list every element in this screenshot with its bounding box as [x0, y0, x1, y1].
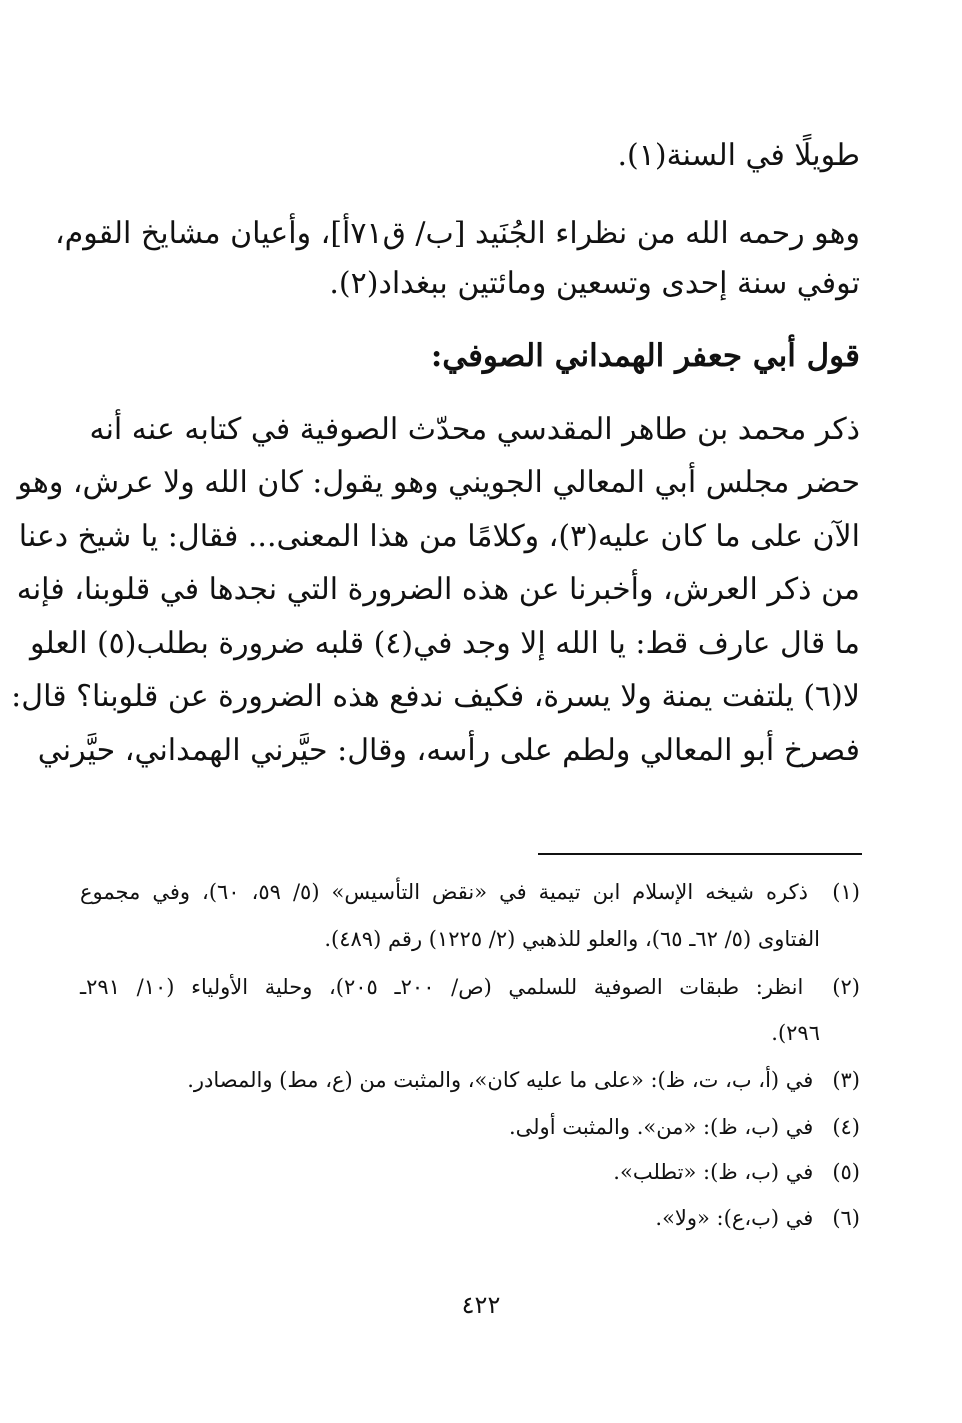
body-line-6: حضر مجلس أبي المعالي الجويني وهو يقول: كان الله ولا عرش، وهو: [17, 465, 860, 500]
body-line-8: من ذكر العرش، وأخبرنا عن هذه الضرورة التي نجدها في قلوبنا، فإنه: [16, 572, 860, 607]
footnote-1: [80, 875, 860, 909]
body-line-11: فصرخ أبو المعالي ولطم على رأسه، وقال: حيَّرني الهمداني، حيَّرني: [37, 733, 860, 768]
footnote-number: (٥): [832, 1160, 860, 1184]
footnote-1-continuation: الفتاوى (٥/ ٦٢ـ ٦٥)، والعلو للذهبي (٢/ ١٢٢٥) رقم (٤٨٩).: [324, 927, 820, 951]
body-line-3: توفي سنة إحدى وتسعين ومائتين ببغداد(٢).: [329, 266, 860, 301]
footnote-text: في (ب، ظ): «من». والمثبت أولى.: [508, 1115, 814, 1139]
footnote-text: في (ب، ظ): «تطلب».: [613, 1160, 814, 1184]
footnote-6: [80, 1201, 860, 1235]
body-line-10: لا(٦) يلتفت يمنة ولا يسرة، فكيف ندفع هذه الضرورة عن قلوبنا؟ قال:: [11, 679, 860, 714]
footnote-2-continuation: ٢٩٦).: [771, 1021, 820, 1045]
footnote-number: (٦): [832, 1206, 860, 1230]
footnote-separator: [538, 853, 862, 855]
footnote-text: انظر: طبقات الصوفية للسلمي (ص/ ٢٠٠ـ ٢٠٥)، وحلية الأولياء (١٠/ ٢٩١ـ: [80, 975, 804, 999]
body-line-2: وهو رحمه الله من نظراء الجُنَيد [ب/ ق٧١أ]، وأعيان مشايخ القوم،: [54, 216, 860, 251]
footnote-number: (٣): [832, 1068, 860, 1092]
footnote-3: [80, 1063, 860, 1097]
footnote-text: ذكره شيخه الإسلام ابن تيمية في «نقض التأسيس» (٥/ ٥٩، ٦٠)، وفي مجموع: [80, 880, 808, 904]
page-number: ٤٢٢: [461, 1291, 501, 1319]
footnote-text: في (أ، ب، ت، ظ): «على ما عليه كان»، والمثبت من (ع، مط) والمصادر.: [187, 1068, 814, 1092]
footnote-number: (١): [832, 880, 860, 904]
footnote-text: في (ب،ع): «ولا».: [655, 1206, 814, 1230]
footnote-4: [80, 1110, 860, 1144]
section-heading: قول أبي جعفر الهمداني الصوفي:: [430, 338, 860, 374]
body-line-7: الآن على ما كان عليه(٣)، وكلامًا من هذا المعنى... فقال: يا شيخ دعنا: [18, 519, 860, 554]
body-line-1: طويلًا في السنة(١).: [617, 138, 860, 173]
footnote-2: [80, 970, 860, 1004]
body-line-5: ذكر محمد بن طاهر المقدسي محدّث الصوفية في كتابه عنه أنه: [89, 412, 860, 447]
body-line-9: ما قال عارف قط: يا الله إلا وجد في(٤) قلبه ضرورة بطلب(٥) العلو: [30, 626, 860, 661]
footnote-number: (٤): [832, 1115, 860, 1139]
footnote-5: [80, 1155, 860, 1189]
footnote-number: (٢): [832, 975, 860, 999]
